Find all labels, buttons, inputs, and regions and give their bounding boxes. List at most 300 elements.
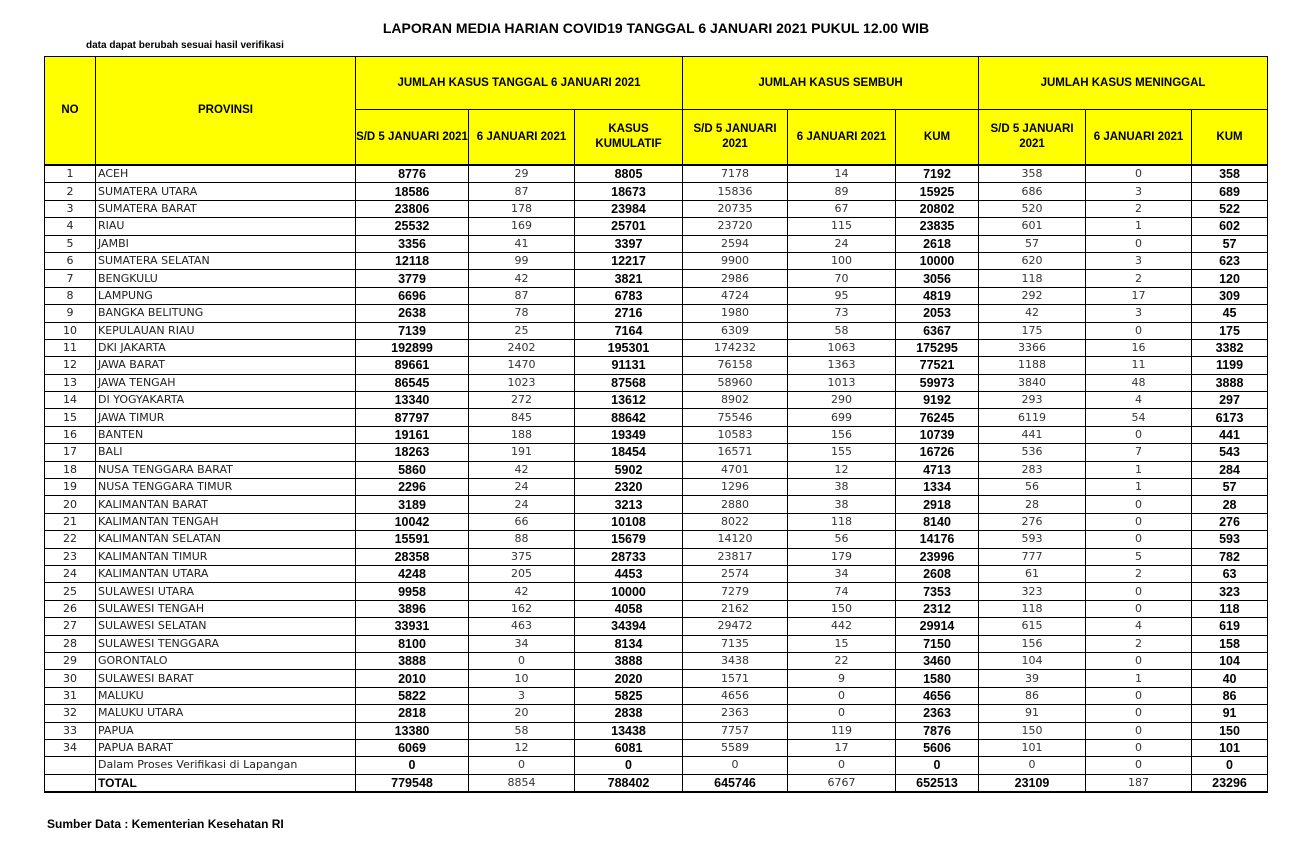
cell-sembuh-kum: 23835 [896,218,979,235]
cell-kasus-kum: 6081 [575,739,683,756]
cell-meninggal-kum: 86 [1192,687,1268,704]
cell-kasus-kum: 2838 [575,705,683,722]
cell-sembuh-kum: 29914 [896,618,979,635]
cell-meninggal-sd: 1188 [979,357,1086,374]
cell-kasus-hari: 162 [469,600,575,617]
header-sembuh-hari: 6 JANUARI 2021 [788,110,896,166]
cell-sembuh-sd: 8902 [683,392,788,409]
cell-kasus-hari: 78 [469,305,575,322]
cell-meninggal-sd: 150 [979,722,1086,739]
cell-kasus-hari: 10 [469,670,575,687]
cell-kasus-sd: 2296 [356,479,469,496]
cell-meninggal-sd: 536 [979,444,1086,461]
cell-kasus-sd: 19161 [356,426,469,443]
cell-meninggal-hari: 2 [1086,200,1192,217]
cell-kasus-sd: 0 [356,757,469,774]
cell-sembuh-hari: 1013 [788,374,896,391]
cell-no: 18 [45,461,96,478]
cell-kasus-hari: 42 [469,583,575,600]
cell-meninggal-hari: 0 [1086,739,1192,756]
cell-sembuh-sd: 1296 [683,479,788,496]
cell-kasus-kum: 10108 [575,513,683,530]
cell-meninggal-kum: 782 [1192,548,1268,565]
cell-no: 15 [45,409,96,426]
cell-sembuh-sd: 14120 [683,531,788,548]
cell-provinsi: BALI [96,444,356,461]
cell-no: 12 [45,357,96,374]
cell-no: 8 [45,287,96,304]
cell-sembuh-sd: 9900 [683,252,788,269]
cell-provinsi: SULAWESI TENGGARA [96,635,356,652]
cell-no: 2 [45,183,96,200]
cell-kasus-kum: 13438 [575,722,683,739]
cell-no: 27 [45,618,96,635]
cell-sembuh-hari: 699 [788,409,896,426]
cell-kasus-kum: 28733 [575,548,683,565]
cell-sembuh-sd: 4724 [683,287,788,304]
cell-sembuh-sd: 174232 [683,339,788,356]
cell-meninggal-kum: 309 [1192,287,1268,304]
table-row [45,705,1268,722]
cell-sembuh-hari: 179 [788,548,896,565]
cell-meninggal-sd: 118 [979,600,1086,617]
table-row [45,270,1268,287]
cell-meninggal-sd: 283 [979,461,1086,478]
cell-kasus-hari: 41 [469,235,575,252]
cell-meninggal-sd: 91 [979,705,1086,722]
cell-kasus-hari: 42 [469,461,575,478]
cell-kasus-kum: 788402 [575,774,683,792]
header-sembuh-sd: S/D 5 JANUARI 2021 [683,110,788,166]
cell-no: 21 [45,513,96,530]
cell-no: 19 [45,479,96,496]
header-kasus-sd: S/D 5 JANUARI 2021 [356,110,469,166]
cell-meninggal-sd: 615 [979,618,1086,635]
cell-kasus-kum: 8805 [575,165,683,183]
cell-sembuh-hari: 34 [788,565,896,582]
cell-meninggal-sd: 441 [979,426,1086,443]
cell-sembuh-sd: 2880 [683,496,788,513]
cell-meninggal-hari: 0 [1086,687,1192,704]
cell-kasus-sd: 7139 [356,322,469,339]
cell-kasus-kum: 19349 [575,426,683,443]
cell-kasus-sd: 28358 [356,548,469,565]
cell-sembuh-kum: 2363 [896,705,979,722]
cell-sembuh-hari: 6767 [788,774,896,792]
cell-sembuh-sd: 2574 [683,565,788,582]
cell-provinsi: KALIMANTAN BARAT [96,496,356,513]
cell-no: 6 [45,252,96,269]
cell-meninggal-sd: 323 [979,583,1086,600]
cell-kasus-sd: 2638 [356,305,469,322]
cell-meninggal-sd: 23109 [979,774,1086,792]
cell-meninggal-hari: 0 [1086,322,1192,339]
covid-report-table [44,56,1268,793]
cell-provinsi: SULAWESI BARAT [96,670,356,687]
cell-sembuh-kum: 4656 [896,687,979,704]
cell-sembuh-sd: 4701 [683,461,788,478]
cell-provinsi: KALIMANTAN SELATAN [96,531,356,548]
cell-kasus-kum: 8134 [575,635,683,652]
cell-meninggal-hari: 0 [1086,705,1192,722]
cell-kasus-hari: 3 [469,687,575,704]
cell-kasus-sd: 89661 [356,357,469,374]
cell-sembuh-sd: 20735 [683,200,788,217]
cell-provinsi: NUSA TENGGARA BARAT [96,461,356,478]
cell-kasus-hari: 25 [469,322,575,339]
cell-kasus-sd: 13380 [356,722,469,739]
cell-meninggal-hari: 0 [1086,496,1192,513]
cell-meninggal-kum: 0 [1192,757,1268,774]
cell-sembuh-kum: 23996 [896,548,979,565]
cell-meninggal-sd: 276 [979,513,1086,530]
cell-kasus-hari: 87 [469,183,575,200]
cell-meninggal-sd: 601 [979,218,1086,235]
cell-meninggal-sd: 56 [979,479,1086,496]
cell-no: 10 [45,322,96,339]
cell-provinsi: SUMATERA UTARA [96,183,356,200]
cell-provinsi: JAWA TIMUR [96,409,356,426]
header-no: NO [45,57,96,166]
cell-kasus-kum: 13612 [575,392,683,409]
cell-kasus-kum: 15679 [575,531,683,548]
cell-meninggal-hari: 0 [1086,722,1192,739]
cell-provinsi: DI YOGYAKARTA [96,392,356,409]
cell-kasus-sd: 3896 [356,600,469,617]
cell-meninggal-hari: 5 [1086,548,1192,565]
cell-no: 28 [45,635,96,652]
cell-kasus-sd: 18586 [356,183,469,200]
cell-meninggal-hari: 2 [1086,635,1192,652]
table-row [45,305,1268,322]
cell-meninggal-sd: 61 [979,565,1086,582]
cell-kasus-hari: 34 [469,635,575,652]
cell-meninggal-kum: 543 [1192,444,1268,461]
table-row [45,548,1268,565]
table-row [45,513,1268,530]
cell-meninggal-hari: 0 [1086,426,1192,443]
cell-kasus-hari: 178 [469,200,575,217]
cell-sembuh-sd: 15836 [683,183,788,200]
cell-meninggal-kum: 358 [1192,165,1268,183]
cell-meninggal-sd: 520 [979,200,1086,217]
cell-meninggal-kum: 297 [1192,392,1268,409]
header-meninggal-kum: KUM [1192,110,1268,166]
cell-kasus-hari: 12 [469,739,575,756]
cell-meninggal-kum: 158 [1192,635,1268,652]
cell-provinsi: PAPUA BARAT [96,739,356,756]
cell-kasus-hari: 845 [469,409,575,426]
table-row [45,670,1268,687]
cell-no: 24 [45,565,96,582]
cell-kasus-sd: 87797 [356,409,469,426]
cell-kasus-hari: 2402 [469,339,575,356]
cell-no: 13 [45,374,96,391]
table-row [45,165,1268,183]
cell-meninggal-sd: 42 [979,305,1086,322]
table-row [45,374,1268,391]
cell-meninggal-kum: 150 [1192,722,1268,739]
cell-meninggal-hari: 4 [1086,392,1192,409]
cell-kasus-kum: 25701 [575,218,683,235]
table-row [45,461,1268,478]
cell-no: 22 [45,531,96,548]
cell-sembuh-hari: 156 [788,426,896,443]
cell-sembuh-sd: 29472 [683,618,788,635]
cell-sembuh-sd: 7757 [683,722,788,739]
total-row [45,774,1268,792]
cell-sembuh-hari: 1363 [788,357,896,374]
table-row [45,409,1268,426]
table-row [45,618,1268,635]
cell-meninggal-kum: 323 [1192,583,1268,600]
cell-sembuh-kum: 20802 [896,200,979,217]
cell-kasus-hari: 1023 [469,374,575,391]
cell-sembuh-sd: 7135 [683,635,788,652]
cell-kasus-kum: 18673 [575,183,683,200]
cell-sembuh-sd: 4656 [683,687,788,704]
cell-sembuh-sd: 7279 [683,583,788,600]
cell-provinsi: PAPUA [96,722,356,739]
cell-kasus-sd: 3779 [356,270,469,287]
cell-kasus-hari: 0 [469,652,575,669]
cell-meninggal-sd: 101 [979,739,1086,756]
table-body [45,165,1268,792]
cell-meninggal-kum: 175 [1192,322,1268,339]
cell-kasus-kum: 3821 [575,270,683,287]
data-source: Sumber Data : Kementerian Kesehatan RI [47,817,284,831]
cell-sembuh-sd: 1571 [683,670,788,687]
cell-sembuh-hari: 0 [788,687,896,704]
cell-kasus-hari: 58 [469,722,575,739]
cell-sembuh-hari: 119 [788,722,896,739]
cell-kasus-sd: 6069 [356,739,469,756]
cell-kasus-hari: 24 [469,496,575,513]
cell-meninggal-hari: 7 [1086,444,1192,461]
cell-sembuh-hari: 150 [788,600,896,617]
cell-sembuh-kum: 76245 [896,409,979,426]
cell-kasus-sd: 5822 [356,687,469,704]
cell-provinsi: TOTAL [96,774,356,792]
cell-meninggal-hari: 3 [1086,252,1192,269]
table-row [45,218,1268,235]
cell-meninggal-hari: 187 [1086,774,1192,792]
cell-provinsi: KALIMANTAN TENGAH [96,513,356,530]
table-row [45,392,1268,409]
cell-kasus-sd: 3356 [356,235,469,252]
cell-kasus-sd: 13340 [356,392,469,409]
cell-kasus-sd: 10042 [356,513,469,530]
cell-kasus-sd: 8776 [356,165,469,183]
cell-meninggal-kum: 602 [1192,218,1268,235]
cell-meninggal-kum: 284 [1192,461,1268,478]
cell-kasus-kum: 7164 [575,322,683,339]
cell-provinsi: RIAU [96,218,356,235]
cell-provinsi: Dalam Proses Verifikasi di Lapangan [96,757,356,774]
table-row [45,479,1268,496]
table-row [45,322,1268,339]
cell-provinsi: LAMPUNG [96,287,356,304]
cell-kasus-sd: 12118 [356,252,469,269]
cell-provinsi: BANTEN [96,426,356,443]
cell-kasus-hari: 20 [469,705,575,722]
cell-sembuh-kum: 4819 [896,287,979,304]
cell-provinsi: SULAWESI TENGAH [96,600,356,617]
cell-kasus-hari: 169 [469,218,575,235]
cell-kasus-kum: 195301 [575,339,683,356]
cell-meninggal-hari: 0 [1086,583,1192,600]
cell-meninggal-kum: 6173 [1192,409,1268,426]
cell-provinsi: KEPULAUAN RIAU [96,322,356,339]
table-row [45,183,1268,200]
table-row [45,444,1268,461]
cell-sembuh-kum: 14176 [896,531,979,548]
cell-sembuh-hari: 0 [788,757,896,774]
cell-sembuh-hari: 17 [788,739,896,756]
table-row [45,252,1268,269]
cell-kasus-sd: 2010 [356,670,469,687]
table-row [45,635,1268,652]
header-meninggal-hari: 6 JANUARI 2021 [1086,110,1192,166]
cell-no: 14 [45,392,96,409]
cell-sembuh-hari: 24 [788,235,896,252]
cell-sembuh-sd: 2986 [683,270,788,287]
cell-sembuh-kum: 3460 [896,652,979,669]
cell-meninggal-sd: 28 [979,496,1086,513]
cell-sembuh-hari: 1063 [788,339,896,356]
cell-kasus-kum: 87568 [575,374,683,391]
cell-sembuh-sd: 75546 [683,409,788,426]
cell-kasus-kum: 4453 [575,565,683,582]
cell-sembuh-sd: 2363 [683,705,788,722]
cell-no: 30 [45,670,96,687]
cell-sembuh-kum: 5606 [896,739,979,756]
cell-meninggal-hari: 4 [1086,618,1192,635]
table-row [45,687,1268,704]
cell-meninggal-kum: 441 [1192,426,1268,443]
cell-kasus-kum: 12217 [575,252,683,269]
verification-note: data dapat berubah sesuai hasil verifikasi [86,40,284,51]
cell-sembuh-kum: 175295 [896,339,979,356]
cell-sembuh-hari: 9 [788,670,896,687]
cell-kasus-kum: 0 [575,757,683,774]
cell-kasus-sd: 25532 [356,218,469,235]
cell-sembuh-kum: 8140 [896,513,979,530]
cell-provinsi: SULAWESI UTARA [96,583,356,600]
cell-meninggal-hari: 0 [1086,235,1192,252]
header-kasus-kum: KASUS KUMULATIF [575,110,683,166]
cell-sembuh-kum: 7876 [896,722,979,739]
cell-kasus-kum: 3213 [575,496,683,513]
cell-meninggal-sd: 156 [979,635,1086,652]
table-row [45,496,1268,513]
cell-kasus-hari: 272 [469,392,575,409]
table-row [45,652,1268,669]
cell-meninggal-hari: 17 [1086,287,1192,304]
cell-sembuh-hari: 38 [788,496,896,513]
cell-kasus-kum: 18454 [575,444,683,461]
cell-sembuh-sd: 3438 [683,652,788,669]
cell-sembuh-kum: 1334 [896,479,979,496]
cell-meninggal-hari: 0 [1086,652,1192,669]
cell-meninggal-kum: 3888 [1192,374,1268,391]
cell-sembuh-hari: 22 [788,652,896,669]
cell-kasus-sd: 15591 [356,531,469,548]
cell-kasus-sd: 3189 [356,496,469,513]
cell-no: 20 [45,496,96,513]
cell-meninggal-hari: 16 [1086,339,1192,356]
cell-kasus-hari: 87 [469,287,575,304]
cell-sembuh-sd: 8022 [683,513,788,530]
cell-provinsi: MALUKU UTARA [96,705,356,722]
cell-sembuh-hari: 442 [788,618,896,635]
cell-kasus-hari: 8854 [469,774,575,792]
cell-sembuh-kum: 16726 [896,444,979,461]
cell-meninggal-kum: 101 [1192,739,1268,756]
cell-sembuh-hari: 100 [788,252,896,269]
cell-meninggal-kum: 63 [1192,565,1268,582]
table-row [45,200,1268,217]
table-row [45,339,1268,356]
cell-sembuh-sd: 16571 [683,444,788,461]
cell-meninggal-kum: 57 [1192,235,1268,252]
cell-meninggal-kum: 57 [1192,479,1268,496]
cell-no [45,757,96,774]
cell-kasus-sd: 3888 [356,652,469,669]
cell-kasus-hari: 463 [469,618,575,635]
cell-meninggal-sd: 104 [979,652,1086,669]
cell-meninggal-hari: 1 [1086,461,1192,478]
cell-meninggal-kum: 623 [1192,252,1268,269]
cell-kasus-kum: 23984 [575,200,683,217]
cell-sembuh-sd: 2594 [683,235,788,252]
cell-meninggal-sd: 175 [979,322,1086,339]
cell-meninggal-kum: 522 [1192,200,1268,217]
cell-meninggal-sd: 3840 [979,374,1086,391]
cell-provinsi: MALUKU [96,687,356,704]
cell-kasus-sd: 33931 [356,618,469,635]
cell-sembuh-hari: 15 [788,635,896,652]
cell-meninggal-kum: 45 [1192,305,1268,322]
cell-meninggal-hari: 0 [1086,531,1192,548]
table-row [45,287,1268,304]
header-kasus-hari: 6 JANUARI 2021 [469,110,575,166]
cell-kasus-hari: 42 [469,270,575,287]
cell-meninggal-kum: 619 [1192,618,1268,635]
cell-meninggal-sd: 57 [979,235,1086,252]
cell-kasus-hari: 1470 [469,357,575,374]
cell-meninggal-hari: 0 [1086,757,1192,774]
cell-meninggal-sd: 6119 [979,409,1086,426]
cell-provinsi: GORONTALO [96,652,356,669]
cell-kasus-kum: 4058 [575,600,683,617]
cell-provinsi: SUMATERA SELATAN [96,252,356,269]
cell-sembuh-sd: 10583 [683,426,788,443]
cell-sembuh-kum: 0 [896,757,979,774]
cell-provinsi: KALIMANTAN UTARA [96,565,356,582]
cell-meninggal-kum: 23296 [1192,774,1268,792]
cell-kasus-kum: 6783 [575,287,683,304]
cell-meninggal-hari: 54 [1086,409,1192,426]
cell-sembuh-sd: 23720 [683,218,788,235]
cell-kasus-hari: 99 [469,252,575,269]
cell-kasus-hari: 188 [469,426,575,443]
cell-kasus-kum: 5825 [575,687,683,704]
cell-sembuh-hari: 74 [788,583,896,600]
header-group-sembuh: JUMLAH KASUS SEMBUH [683,57,979,110]
table-row [45,583,1268,600]
cell-kasus-hari: 88 [469,531,575,548]
